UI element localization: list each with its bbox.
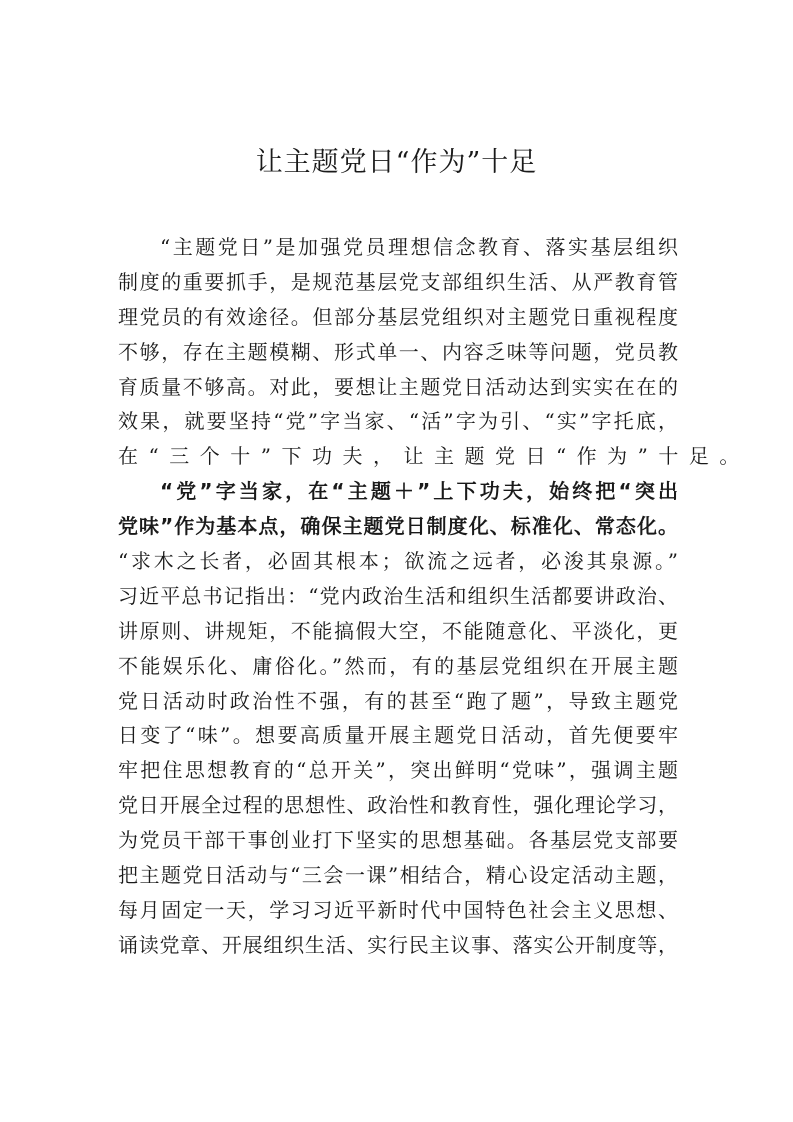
- paragraph-line: 党日开展全过程的思想性、政治性和教育性，强化理论学习，: [118, 793, 678, 818]
- paragraph-line: 日变了“味”。想要高质量开展主题党日活动，首先便要牢: [118, 723, 678, 748]
- document-title: 让主题党日“作为”十足: [255, 147, 538, 178]
- paragraph-line: 不够，存在主题模糊、形式单一、内容乏味等问题，党员教: [118, 339, 678, 364]
- paragraph-line: 在“三个十”下功夫，让主题党日“作为”十足。: [118, 444, 750, 469]
- paragraph-line: “主题党日”是加强党员理想信念教育、落实基层组织: [160, 235, 678, 259]
- paragraph-line: 效果，就要坚持“党”字当家、“活”字为引、“实”字托底，: [118, 409, 678, 434]
- paragraph-line: 把主题党日活动与“三会一课”相结合，精心设定活动主题，: [118, 863, 678, 888]
- paragraph-line: 育质量不够高。对此，要想让主题党日活动达到实实在在的: [118, 374, 678, 399]
- paragraph-line: 牢把住思想教育的“总开关”，突出鲜明“党味”，强调主题: [118, 758, 678, 783]
- section-heading-line: 党味”作为基本点，确保主题党日制度化、标准化、常态化。: [118, 514, 678, 539]
- paragraph-line: 制度的重要抓手，是规范基层党支部组织生活、从严教育管: [118, 269, 678, 294]
- paragraph-line: 习近平总书记指出：“党内政治生活和组织生活都要讲政治、: [118, 583, 678, 608]
- paragraph-line: 党日活动时政治性不强，有的甚至“跑了题”，导致主题党: [118, 688, 678, 713]
- paragraph-line: 理党员的有效途径。但部分基层党组织对主题党日重视程度: [118, 304, 678, 329]
- paragraph-line: “求木之长者，必固其根本；欲流之远者，必浚其泉源。”: [118, 549, 678, 574]
- paragraph-line: 诵读党章、开展组织生活、实行民主议事、落实公开制度等，: [118, 932, 678, 957]
- document-body: [118, 230, 750, 963]
- paragraph-line: 不能娱乐化、庸俗化。”然而，有的基层党组织在开展主题: [118, 653, 678, 678]
- paragraph-line: 每月固定一天，学习习近平新时代中国特色社会主义思想、: [118, 897, 678, 922]
- paragraph-line: 为党员干部干事创业打下坚实的思想基础。各基层党支部要: [118, 828, 678, 853]
- paragraph-line: 讲原则、讲规矩，不能搞假大空，不能随意化、平淡化，更: [118, 618, 678, 643]
- section-heading-line: “党”字当家，在“主题＋”上下功夫，始终把“突出: [160, 479, 678, 504]
